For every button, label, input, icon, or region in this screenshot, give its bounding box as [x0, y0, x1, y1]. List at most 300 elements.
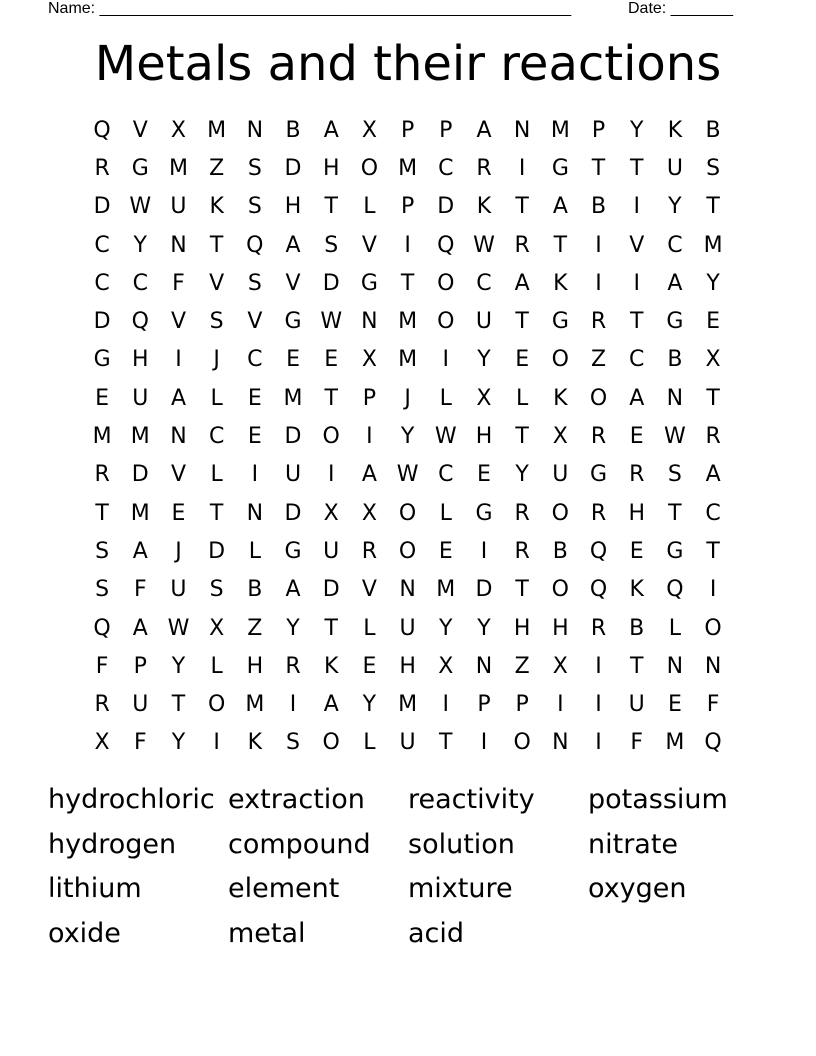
grid-cell: G: [475, 500, 493, 526]
grid-cell: R: [590, 424, 607, 450]
grid-cell: I: [175, 347, 182, 373]
grid-cell: K: [667, 117, 683, 143]
grid-cell: V: [170, 462, 186, 488]
grid-cell: H: [246, 653, 264, 679]
grid-cell: I: [404, 232, 411, 258]
grid-cell: Q: [131, 309, 149, 335]
grid-cell: D: [208, 538, 226, 564]
grid-cell: A: [132, 615, 148, 641]
grid-cell: A: [285, 232, 301, 258]
grid-cell: I: [557, 692, 564, 718]
grid-cell: H: [513, 615, 531, 641]
grid-cell: D: [437, 194, 455, 220]
grid-cell: T: [706, 385, 720, 411]
grid-cell: T: [324, 385, 338, 411]
grid-cell: E: [324, 347, 339, 373]
grid-cell: R: [361, 538, 378, 564]
grid-cell: A: [361, 462, 377, 488]
grid-cell: F: [95, 653, 109, 679]
grid-cell: U: [475, 309, 493, 335]
grid-cell: Q: [93, 615, 111, 641]
grid-cell: W: [664, 424, 686, 450]
grid-cell: C: [438, 462, 454, 488]
grid-cell: W: [320, 309, 343, 335]
grid-cell: Y: [400, 424, 415, 450]
grid-cell: O: [398, 538, 417, 564]
grid-cell: N: [399, 577, 416, 603]
letter-grid: [83, 111, 733, 762]
grid-cell: I: [327, 462, 335, 488]
grid-cell: P: [400, 117, 415, 143]
grid-cell: R: [514, 232, 530, 258]
grid-cell: I: [213, 730, 220, 756]
word-list-item: potassium: [588, 783, 728, 815]
word-list-item: lithium: [48, 873, 142, 905]
word-list-item: reactivity: [408, 783, 535, 815]
name-field-label: Name: _____________________________________________________: [48, 0, 572, 17]
grid-cell: G: [551, 155, 569, 181]
grid-cell: E: [629, 538, 644, 564]
grid-cell: O: [437, 270, 455, 296]
grid-cell: G: [590, 462, 608, 488]
grid-cell: D: [475, 577, 493, 603]
grid-cell: N: [513, 117, 531, 143]
grid-cell: G: [551, 309, 569, 335]
grid-cell: E: [247, 424, 262, 450]
grid-cell: E: [706, 309, 721, 335]
grid-cell: H: [399, 653, 416, 679]
grid-cell: N: [704, 653, 722, 679]
word-list-item: extraction: [228, 783, 365, 815]
grid-cell: O: [589, 385, 608, 411]
grid-cell: L: [363, 615, 376, 641]
grid-cell: D: [284, 500, 302, 526]
grid-cell: B: [590, 194, 607, 220]
grid-cell: M: [550, 117, 570, 143]
grid-cell: T: [706, 194, 720, 220]
grid-cell: X: [552, 653, 568, 679]
grid-cell: T: [591, 155, 606, 181]
grid-cell: P: [133, 653, 147, 679]
grid-cell: S: [247, 194, 262, 220]
grid-cell: C: [629, 347, 645, 373]
grid-cell: I: [709, 577, 717, 603]
grid-cell: R: [590, 309, 607, 335]
word-list-item: oxide: [48, 917, 121, 949]
grid-cell: M: [130, 500, 150, 526]
grid-cell: T: [553, 232, 568, 258]
grid-cell: H: [552, 615, 569, 641]
grid-cell: E: [438, 538, 453, 564]
grid-cell: T: [629, 309, 644, 335]
grid-cell: I: [633, 270, 640, 296]
grid-cell: A: [285, 577, 301, 603]
grid-cell: E: [247, 385, 262, 411]
grid-cell: X: [438, 653, 454, 679]
grid-cell: Y: [439, 615, 453, 641]
grid-cell: I: [595, 653, 602, 679]
grid-cell: L: [210, 385, 223, 411]
grid-cell: G: [284, 538, 302, 564]
grid-cell: D: [93, 194, 111, 220]
grid-cell: O: [398, 500, 417, 526]
grid-cell: M: [207, 117, 227, 143]
page-title: Metals and their reactions: [94, 36, 722, 92]
grid-cell: Q: [93, 117, 111, 143]
grid-cell: S: [209, 309, 224, 335]
word-list-item: compound: [228, 828, 371, 860]
grid-cell: V: [247, 309, 263, 335]
grid-cell: H: [475, 424, 493, 450]
grid-cell: I: [595, 730, 602, 756]
grid-cell: V: [209, 270, 225, 296]
grid-cell: M: [130, 424, 150, 450]
grid-cell: D: [322, 270, 340, 296]
grid-cell: L: [210, 653, 223, 679]
grid-cell: U: [399, 615, 416, 641]
grid-cell: O: [207, 692, 226, 718]
grid-cell: I: [518, 155, 526, 181]
grid-cell: H: [132, 347, 149, 373]
grid-cell: T: [209, 232, 224, 258]
grid-cell: A: [323, 117, 339, 143]
grid-cell: A: [476, 117, 492, 143]
grid-cell: D: [284, 424, 302, 450]
word-list-item: oxygen: [588, 873, 687, 905]
grid-cell: J: [175, 538, 182, 564]
grid-cell: R: [476, 155, 492, 181]
grid-cell: Y: [706, 270, 720, 296]
grid-cell: K: [553, 385, 568, 411]
grid-cell: J: [213, 347, 220, 373]
grid-cell: I: [442, 347, 450, 373]
grid-cell: W: [434, 424, 457, 450]
grid-cell: D: [322, 577, 340, 603]
grid-cell: R: [285, 653, 301, 679]
grid-cell: I: [595, 232, 602, 258]
grid-cell: B: [705, 117, 721, 143]
grid-cell: Y: [477, 615, 491, 641]
grid-cell: Y: [668, 194, 682, 220]
grid-cell: R: [514, 500, 530, 526]
grid-cell: G: [666, 309, 684, 335]
grid-cell: I: [480, 538, 488, 564]
grid-cell: M: [436, 577, 456, 603]
word-list-item: element: [228, 873, 340, 905]
grid-cell: B: [667, 347, 683, 373]
grid-cell: S: [324, 232, 339, 258]
grid-cell: W: [167, 615, 190, 641]
grid-cell: Z: [209, 155, 225, 181]
grid-cell: Y: [133, 232, 147, 258]
grid-cell: O: [322, 424, 340, 450]
grid-cell: U: [132, 692, 149, 718]
grid-cell: T: [324, 194, 338, 220]
grid-cell: D: [131, 462, 149, 488]
grid-cell: A: [514, 270, 530, 296]
grid-cell: A: [705, 462, 721, 488]
grid-cell: I: [595, 270, 602, 296]
grid-cell: W: [473, 232, 495, 258]
grid-cell: X: [476, 385, 492, 411]
grid-cell: C: [705, 500, 721, 526]
grid-cell: T: [171, 692, 186, 718]
grid-cell: B: [629, 615, 645, 641]
grid-cell: I: [480, 730, 488, 756]
grid-cell: N: [170, 232, 187, 258]
grid-cell: K: [629, 577, 644, 603]
grid-cell: Y: [477, 347, 491, 373]
grid-cell: S: [209, 577, 224, 603]
grid-cell: E: [667, 692, 682, 718]
grid-cell: O: [322, 730, 340, 756]
grid-cell: F: [630, 730, 644, 756]
grid-cell: S: [95, 577, 110, 603]
grid-cell: F: [706, 692, 720, 718]
grid-cell: X: [170, 117, 186, 143]
word-list-item: metal: [228, 917, 306, 949]
grid-cell: T: [629, 155, 644, 181]
grid-cell: T: [515, 194, 529, 220]
grid-cell: S: [706, 155, 721, 181]
grid-cell: H: [628, 500, 645, 526]
grid-cell: B: [247, 577, 263, 603]
grid-cell: O: [704, 615, 722, 641]
grid-cell: P: [591, 117, 606, 143]
grid-cell: I: [251, 462, 259, 488]
grid-cell: M: [245, 692, 265, 718]
grid-cell: I: [289, 692, 297, 718]
grid-cell: G: [360, 270, 378, 296]
grid-cell: M: [398, 692, 418, 718]
grid-cell: M: [398, 347, 418, 373]
grid-cell: Y: [515, 462, 529, 488]
grid-cell: Q: [589, 538, 608, 564]
grid-cell: E: [95, 385, 110, 411]
grid-cell: S: [95, 538, 110, 564]
grid-cell: U: [399, 730, 416, 756]
grid-cell: L: [439, 500, 452, 526]
grid-cell: L: [248, 538, 261, 564]
grid-cell: F: [133, 577, 147, 603]
grid-cell: X: [552, 424, 568, 450]
grid-cell: M: [703, 232, 723, 258]
grid-cell: H: [322, 155, 340, 181]
grid-cell: G: [93, 347, 111, 373]
grid-cell: E: [629, 424, 644, 450]
grid-cell: U: [323, 538, 340, 564]
grid-cell: V: [132, 117, 148, 143]
grid-cell: X: [705, 347, 721, 373]
grid-cell: I: [442, 692, 450, 718]
grid-cell: L: [210, 462, 223, 488]
grid-cell: U: [170, 577, 187, 603]
word-list-item: nitrate: [588, 828, 679, 860]
grid-cell: K: [247, 730, 263, 756]
word-list-item: mixture: [408, 873, 513, 905]
grid-cell: R: [94, 155, 110, 181]
grid-cell: E: [286, 347, 300, 373]
grid-cell: V: [361, 232, 377, 258]
grid-cell: O: [437, 309, 455, 335]
grid-cell: R: [705, 424, 721, 450]
worksheet-header: [0, 0, 816, 20]
grid-cell: V: [285, 270, 301, 296]
grid-cell: Y: [362, 692, 377, 718]
grid-cell: T: [400, 270, 415, 296]
grid-cell: T: [668, 500, 682, 526]
grid-cell: U: [132, 385, 149, 411]
grid-cell: H: [284, 194, 302, 220]
grid-cell: K: [209, 194, 224, 220]
grid-cell: O: [551, 347, 569, 373]
grid-cell: R: [94, 462, 110, 488]
grid-cell: P: [439, 117, 453, 143]
grid-cell: T: [515, 309, 529, 335]
grid-cell: O: [551, 500, 569, 526]
grid-cell: Y: [171, 730, 186, 756]
grid-cell: K: [324, 653, 339, 679]
grid-cell: K: [476, 194, 492, 220]
grid-cell: M: [168, 155, 188, 181]
grid-cell: I: [595, 692, 602, 718]
grid-cell: W: [396, 462, 419, 488]
grid-cell: D: [93, 309, 111, 335]
grid-cell: A: [132, 538, 148, 564]
grid-cell: X: [361, 500, 377, 526]
grid-cell: O: [551, 577, 569, 603]
grid-cell: F: [172, 270, 185, 296]
grid-cell: V: [629, 232, 645, 258]
grid-cell: L: [439, 385, 452, 411]
grid-cell: Q: [666, 577, 684, 603]
grid-cell: J: [404, 385, 411, 411]
grid-cell: O: [360, 155, 379, 181]
grid-cell: N: [246, 500, 264, 526]
grid-cell: N: [361, 309, 378, 335]
grid-cell: K: [553, 270, 568, 296]
grid-cell: Z: [247, 615, 263, 641]
grid-cell: S: [247, 270, 262, 296]
grid-cell: U: [170, 194, 187, 220]
grid-cell: T: [209, 500, 224, 526]
grid-cell: X: [323, 500, 339, 526]
grid-cell: U: [552, 462, 569, 488]
grid-cell: T: [95, 500, 109, 526]
grid-cell: E: [171, 500, 186, 526]
grid-cell: V: [170, 309, 186, 335]
grid-cell: T: [515, 424, 529, 450]
grid-cell: R: [590, 615, 607, 641]
grid-cell: Z: [590, 347, 607, 373]
grid-cell: F: [133, 730, 147, 756]
grid-cell: E: [515, 347, 530, 373]
grid-cell: U: [666, 155, 683, 181]
grid-cell: C: [667, 232, 683, 258]
grid-cell: T: [706, 538, 720, 564]
grid-cell: A: [629, 385, 645, 411]
word-list-item: hydrogen: [48, 828, 177, 860]
grid-cell: S: [667, 462, 682, 488]
grid-cell: A: [323, 692, 339, 718]
grid-cell: M: [665, 730, 685, 756]
grid-cell: L: [668, 615, 682, 641]
grid-cell: Y: [286, 615, 300, 641]
grid-cell: Q: [437, 232, 455, 258]
word-list: [48, 777, 788, 956]
grid-cell: S: [286, 730, 301, 756]
grid-cell: L: [363, 194, 376, 220]
grid-cell: R: [514, 538, 530, 564]
grid-cell: V: [361, 577, 377, 603]
grid-cell: R: [94, 692, 110, 718]
grid-cell: P: [400, 194, 415, 220]
grid-cell: L: [363, 730, 376, 756]
grid-cell: C: [94, 270, 110, 296]
grid-cell: P: [515, 692, 529, 718]
grid-cell: U: [284, 462, 302, 488]
grid-cell: A: [667, 270, 683, 296]
grid-cell: N: [475, 653, 493, 679]
grid-cell: G: [131, 155, 149, 181]
grid-cell: T: [324, 615, 338, 641]
grid-cell: M: [92, 424, 112, 450]
grid-cell: X: [94, 730, 110, 756]
word-list-item: hydrochloric: [48, 783, 215, 815]
grid-cell: N: [666, 653, 684, 679]
word-list-item: acid: [408, 917, 465, 949]
grid-cell: G: [284, 309, 302, 335]
grid-cell: X: [209, 615, 225, 641]
grid-cell: B: [552, 538, 568, 564]
grid-cell: N: [170, 424, 187, 450]
grid-cell: E: [477, 462, 491, 488]
grid-cell: C: [438, 155, 454, 181]
grid-cell: N: [666, 385, 684, 411]
grid-cell: Q: [246, 232, 264, 258]
grid-cell: O: [513, 730, 531, 756]
grid-cell: G: [666, 538, 684, 564]
grid-cell: X: [361, 117, 377, 143]
grid-cell: Y: [171, 653, 186, 679]
grid-cell: M: [398, 155, 418, 181]
grid-cell: C: [132, 270, 148, 296]
grid-cell: E: [362, 653, 377, 679]
grid-cell: X: [361, 347, 377, 373]
grid-cell: S: [247, 155, 262, 181]
grid-cell: D: [284, 155, 302, 181]
grid-cell: I: [633, 194, 640, 220]
grid-cell: U: [628, 692, 645, 718]
grid-cell: W: [129, 194, 152, 220]
grid-cell: B: [285, 117, 301, 143]
grid-cell: Q: [589, 577, 608, 603]
grid-cell: T: [439, 730, 453, 756]
grid-cell: C: [476, 270, 492, 296]
grid-cell: M: [398, 309, 418, 335]
grid-cell: N: [552, 730, 569, 756]
date-field-label: Date: _______: [628, 0, 733, 17]
word-list-item: solution: [408, 828, 515, 860]
grid-cell: I: [366, 424, 373, 450]
grid-cell: A: [552, 194, 568, 220]
grid-cell: L: [516, 385, 529, 411]
grid-cell: C: [247, 347, 263, 373]
grid-cell: Y: [629, 117, 644, 143]
grid-cell: R: [629, 462, 645, 488]
grid-cell: T: [515, 577, 529, 603]
grid-cell: A: [170, 385, 186, 411]
